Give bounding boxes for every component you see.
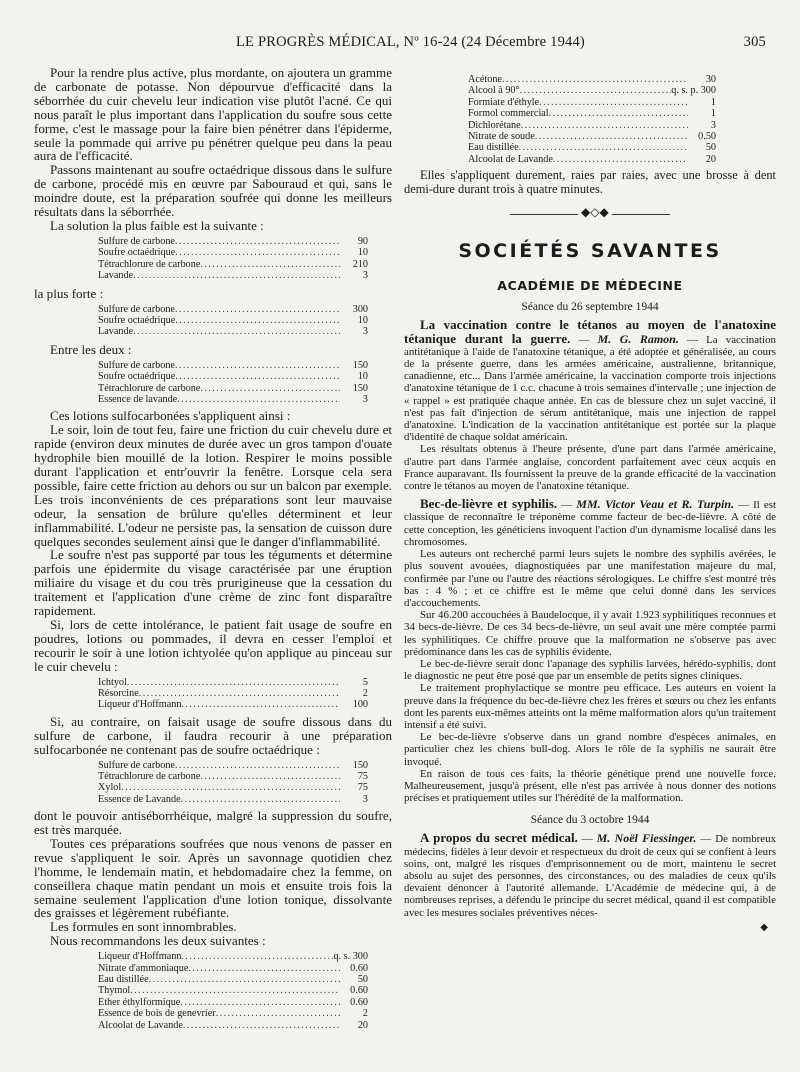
ingredient-amount: 2 [362, 687, 368, 699]
ingredient-name: Sulfure de carbone [98, 759, 175, 771]
ingredient-name: Alcool à 90° [468, 85, 520, 97]
leader-dots [133, 270, 340, 281]
article-author: M. Noël Fiessinger. [596, 831, 697, 846]
ingredient-amount: 3 [362, 326, 368, 338]
ingredient-amount: 50 [357, 974, 368, 985]
formula-row [98, 304, 368, 315]
ingredient-amount: 100 [352, 699, 368, 711]
ingredient-name: Thymol [98, 985, 131, 997]
label-between: Entre les deux : [50, 341, 132, 357]
leader-dots [175, 304, 340, 315]
label-strong: la plus forte : [34, 285, 104, 301]
ingredient-amount: 75 [357, 782, 368, 794]
ingredient-name: Xylol [98, 782, 122, 794]
article-bec-de-lievre: Bec-de-lièvre et syphilis. — MM. Victor Veau et R. Turpin. — Il est classique de reconnaître le tréponème comme facteur de bec-de-lièvre. A côté de cette conception, les généticiens invoquent l'action d'un dynamisme localisé dans les chromosomes. Les auteurs ont recherché parmi leurs sujets le nombre des syphilis avérées, le plus souvent avouées, diagnostiquées par une manifestation majeure du mal, confirmée par l'une ou l'autre des réactions sérologiques. Le chiffre s'est montré très bas : 4 % ; et ce chiffre est le même que celui donné dans les services d'accouchements. Sur 46.200 accouchées à Baudelocque, il y avait 1.923 syphilitiques reconnues et 34 becs-de-lièvre. De ces 34 becs-de-lièvre, un seul avait une mère comptée parmi les syphilitiques. Ce chiffre prouve que la malformation ne s'observe pas avec prédominance dans les cas de syphilis évidente. Le bec-de-lièvre serait donc l'apanage des syphilis larvées, hérédo-syphilis, dont le diagnostic ne peut être posé que par un ensemble de petits signes cliniques. Le traitement prophylactique se montre peu efficace. Les auteurs en voient la preuve dans la fréquence du bec-de-lièvre chez les frères et sœurs ou chez les enfants dont les parents eux-mêmes atteints ont la même malformation alors qu'un traitement intensif a été suivi. Le bec-de-lièvre s'observe dans un grand nombre d'espèces animales, en particulier chez les chiens bull-dog. Alors le rôle de la syphilis ne saurait être invoqué. En raison de tous ces faits, la théorie génétique prend une nouvelle force. Malheureusement, jusqu'à présent, elle n'est pas arrivée à nous donner des notions précises et pratiquement utiles sur l'hérédité de la malformation. [404, 496, 777, 805]
ingredient-amount: 0.60 [350, 985, 368, 997]
paragraph: Le bec-de-lièvre s'observe dans un grand nombre d'espèces animales, en particulier chez les chiens bull-dog. Alors le rôle de la syphilis ne saurait être invoqué. [404, 731, 776, 768]
formula-tonic-2 [468, 74, 716, 165]
leader-dots [181, 951, 333, 962]
leader-dots [183, 1020, 340, 1031]
ingredient-name: Dichlorétane [468, 119, 521, 131]
ingredient-name: Sulfure de carbone [98, 359, 175, 371]
formula-row [98, 760, 368, 771]
leader-dots [175, 247, 340, 258]
formula-between [98, 360, 368, 406]
ingredient-name: Formiate d'éthyle [468, 96, 540, 108]
ingredient-amount: 0.50 [698, 131, 716, 143]
formula-row [98, 782, 368, 793]
left-column [34, 66, 392, 1035]
leader-dots [175, 371, 340, 382]
leader-dots [188, 963, 340, 974]
paragraph: Les formules en sont innombrables. [50, 919, 237, 935]
ingredient-name: Ether éthylformique [98, 996, 181, 1008]
ingredient-name: Nitrate d'ammoniaque [98, 962, 189, 974]
ingredient-amount: 90 [357, 235, 368, 247]
leader-dots [553, 154, 688, 165]
leader-dots [180, 997, 340, 1008]
ingredient-name: Soufre octaédrique [98, 314, 176, 326]
leader-dots [175, 315, 340, 326]
ingredient-amount: 3 [710, 119, 716, 131]
ingredient-name: Ichtyol [98, 676, 127, 688]
leader-dots [200, 259, 340, 270]
ingredient-name: Tétrachlorure de carbone [98, 382, 201, 394]
ingredient-name: Tétrachlorure de carbone [98, 258, 201, 270]
leader-dots [502, 74, 688, 85]
formula-row [98, 688, 368, 699]
formula-tonic-1 [98, 951, 368, 1031]
leader-dots [175, 760, 340, 771]
ingredient-name: Essence de bois de genevrier [98, 1008, 216, 1020]
paragraph: Si, lors de cette intolérance, le patient fait usage de soufre en poudres, lotions ou pommades, il devra en cesser l'emploi et recourir le soir à une lotion ichtyolée qu'on applique au pinceau sur le cuir chevelu : [34, 616, 392, 674]
ingredient-amount: 300 [352, 303, 368, 315]
leader-dots [200, 383, 340, 394]
ingredient-name: Tétrachlorure de carbone [98, 770, 201, 782]
ingredient-amount: 1 [710, 96, 716, 108]
ingredient-name: Alcoolat de Lavande [468, 153, 553, 165]
ingredient-amount: 20 [705, 153, 716, 165]
formula-row [468, 131, 716, 142]
leader-dots [177, 394, 340, 405]
paragraph: Passons maintenant au soufre octaédrique dissous dans le sulfure de carbone, procédé mis en œuvre par Sabouraud et qui, sans le moindre doute, est la préparation soufrée qui donne les meilleurs résultats dans la séborrhée. [34, 162, 392, 220]
article-secret-medical: A propos du secret médical. — M. Noël Fiessinger. — De nombreux médecins, fidèles à leur devoir et respectueux du droit de ceux qui se confient à leurs soins, ont, malgré les risques d'emprisonnement ou de mort, maintenu le secret absolu au sujet des personnes, des circonstances, ou des maladies de ceux qu'ils devaient dénoncer à l'autorité allemande. L'Académie de médecine qui, à de nombreuses reprises, a défendu le principe du secret médical, quand il est compatible avec les mesures sociales préventives néces- [404, 830, 776, 919]
leader-dots [181, 794, 340, 805]
formula-row [98, 360, 368, 371]
ingredient-name: Eau distillée [468, 142, 519, 154]
leader-dots [130, 985, 340, 996]
ingredient-amount: 210 [352, 258, 368, 270]
formula-row [468, 120, 716, 131]
paragraph: Le traitement prophylactique se montre peu efficace. Les auteurs en voient la preuve dans la fréquence du bec-de-lièvre chez les frères et sœurs ou chez les enfants dont les parents eux-mêmes atteints ont la même malformation alors qu'un traitement intensif a été suivi. [404, 682, 776, 731]
leader-dots [520, 85, 672, 96]
ingredient-name: Essence de lavande [98, 393, 178, 405]
formula-row [98, 1020, 368, 1031]
paragraph: Le soir, loin de tout feu, faire une friction du cuir chevelu dure et rapide (environ deux minutes de durée avec un gros tampon d'ouate hydrophile bien mouillé de la lotion. Respirer le moins possible durant l'application et entr'ouvrir la fenêtre. Lorsque cela sera possible, faire cette friction au dehors ou sur un balcon par exemple. Les trois inconvénients de ces préparations sont leur mauvaise odeur, la sensation de brûlure qu'elles déterminent et leur inflammabilité. L'odeur ne persiste pas, la sensation de cuisson dure quelques secondes seulement ainsi que le danger d'inflammabilité. [34, 422, 392, 549]
ingredient-amount: 3 [362, 393, 368, 405]
ingredient-name: Eau distillée [98, 974, 149, 985]
ingredient-name: Acétone [468, 74, 502, 85]
paragraph: Sur 46.200 accouchées à Baudelocque, il y avait 1.923 syphilitiques reconnues et 34 becs-de-lièvre. De ces 34 becs-de-lièvre, un seul avait une mère comptée parmi les syphilitiques. Ce chiffre prouve que la malformation ne s'observe pas avec prédominance dans les cas de syphilis évidente. [404, 609, 776, 658]
formula-row [98, 1008, 368, 1019]
formula-ichtyol [98, 677, 368, 711]
ingredient-amount: 20 [357, 1019, 368, 1031]
article-author: M. G. Ramon. [597, 331, 679, 346]
formula-row [98, 699, 368, 710]
ingredient-name: Liqueur d'Hoffmann [98, 951, 182, 963]
formula-row [98, 259, 368, 270]
ingredient-amount: 50 [705, 142, 716, 154]
formula-sulfocarbonee [98, 760, 368, 806]
formula-row [468, 154, 716, 165]
ingredient-name: Alcoolat de Lavande [98, 1019, 183, 1031]
ingredient-name: Soufre octaédrique [98, 371, 176, 383]
ingredient-amount: 30 [705, 74, 716, 85]
paragraph: Si, au contraire, on faisait usage de soufre dissous dans du sulfure de carbone, il faudra recourir à une préparation sulfocarbonée ne contenant pas de soufre octaédrique : [34, 713, 392, 757]
article-text: — De nombreux médecins, fidèles à leur devoir et respectueux du droit de ceux qui se confient à leurs soins, ont, malgré les risques d'emprisonnement ou de mort, maintenu le secret absolu au sujet des personnes, des circonstances, ou des maladies de ceux qu'ils devaient dénoncer à l'autorité allemande. L'Académie de médecine qui, à de nombreuses reprises, a défendu le principe du secret médical, quand il est compatible avec les mesures sociales préventives néces- [404, 833, 776, 919]
end-ornament-icon: ◆ [760, 921, 768, 933]
paragraph: Elles s'appliquent durement, raies par raies, avec une brosse à dent demi-dure durant trois à quatre minutes. [404, 168, 776, 196]
session-date: Séance du 26 septembre 1944 [521, 301, 659, 314]
ingredient-amount: 10 [357, 247, 368, 259]
leader-dots [175, 236, 340, 247]
ingredient-name: Sulfure de carbone [98, 303, 175, 315]
formula-row [98, 985, 368, 996]
formula-row [98, 394, 368, 405]
ingredient-amount: 3 [362, 793, 368, 805]
formula-row [98, 997, 368, 1008]
article-title: La vaccination contre le tétanos au moyen de l'anatoxine tétanique durant la guerre. [404, 317, 776, 346]
ingredient-name: Sulfure de carbone [98, 235, 175, 247]
section-title: SOCIÉTÉS SAVANTES [458, 240, 722, 263]
leader-dots [127, 677, 340, 688]
paragraph: Les auteurs ont recherché parmi leurs sujets le nombre des syphilis avérées, le plus souvent avouées, diagnostiquées par une manifestation majeure du mal, confirmée par l'une ou l'autre des réactions sérologiques. Le chiffre s'est montré très bas : 4 % ; et ce chiffre est le même que celui donné dans les services d'accouchements. [404, 548, 776, 609]
leader-dots [139, 688, 340, 699]
leader-dots [200, 771, 340, 782]
leader-dots [149, 974, 340, 985]
ingredient-amount: 10 [357, 371, 368, 383]
article-text: — La vaccination antitétanique à l'aide de l'anatoxine tétanique, a été adoptée et généralisée, au cours de la présente guerre, dans les armées américaine, australienne, britannique, canadienne, etc... Dans l'armée américaine, la vaccination comporte trois injections d'anatoxine tétanique de 1 c.c. chacune à trois semaines d'intervalle ; une injection de « rappel » est pratiquée chaque année. En cas de blessure chez un sujet vacciné, il n'est pas fait d'injection de sérum antitétanique, mais une injection de rappel d'anatoxine. L'indication de la vaccination antitétanique est portée sur la plaque d'identité de chaque soldat américain. [404, 333, 776, 444]
ingredient-name: Formol commercial [468, 108, 549, 120]
ingredient-amount: 3 [362, 270, 368, 282]
paragraph: Les résultats obtenus à l'heure présente, d'une part dans l'armée américaine, d'autre part dans l'armée anglaise, concordent parfaitement avec ceux acquis en France auparavant. Ils fournissent la preuve de la grande efficacité de la vaccination contre le tétanos au moyen de l'anatoxine tétanique. [404, 443, 776, 493]
formula-row [98, 371, 368, 382]
journal-title: LE PROGRÈS MÉDICAL, Nº 16-24 (24 Décembre 1944) [236, 34, 585, 50]
formula-row [98, 951, 368, 962]
paragraph: dont le pouvoir antiséborrhéique, malgré la suppression du soufre, est très marquée. [34, 808, 392, 838]
leader-dots [539, 97, 688, 108]
leader-dots [521, 120, 688, 131]
formula-row [98, 771, 368, 782]
paragraph: Le bec-de-lièvre serait donc l'apanage des syphilis larvées, hérédo-syphilis, dont le diagnostic ne peut être posé que par un ensemble de petits signes cliniques. [404, 657, 776, 683]
right-column [404, 66, 776, 933]
article-text: — Il est classique de reconnaître le tréponème comme facteur de bec-de-lièvre. A côté de cette conception, les généticiens invoquent l'action d'un dynamisme localisé dans les chromosomes. [404, 499, 777, 548]
paragraph: Nous recommandons les deux suivantes : [50, 933, 266, 949]
article-tetanos: La vaccination contre le tétanos au moyen de l'anatoxine tétanique durant la guerre. — M. G. Ramon. — La vaccination antitétanique à l'aide de l'anatoxine tétanique, a été adoptée et généralisée, au cours de la présente guerre, dans les armées américaine, australienne, britannique, canadienne, etc... Dans l'armée américaine, la vaccination comporte trois injections d'anatoxine tétanique de 1 c.c. chacune à trois semaines d'intervalle ; une injection de « rappel » est pratiquée chaque année. En cas de blessure chez un sujet vacciné, il n'est pas fait d'injection de sérum antitétanique, mais une injection de rappel d'anatoxine. L'indication de la vaccination antitétanique est portée sur la plaque d'identité de chaque soldat américain. Les résultats obtenus à l'heure présente, d'une part dans l'armée américaine, d'autre part dans l'armée anglaise, concordent parfaitement avec ceux acquis en France auparavant. Ils fournissent la preuve de la grande efficacité de la vaccination contre le tétanos au moyen de l'anatoxine tétanique. [404, 317, 776, 493]
formula-row [98, 326, 368, 337]
ingredient-amount: 0.60 [350, 962, 368, 974]
ingredient-name: Nitrate de soude [468, 131, 535, 143]
formula-row [98, 270, 368, 281]
ingredient-name: Liqueur d'Hoffmann [98, 699, 182, 711]
leader-dots [133, 326, 340, 337]
page-header [36, 34, 772, 56]
leader-dots [549, 108, 688, 119]
ingredient-amount: 10 [357, 314, 368, 326]
leader-dots [519, 142, 688, 153]
article-author: MM. Victor Veau et R. Turpin. [576, 497, 735, 512]
ingredient-amount: 2 [362, 1008, 368, 1020]
formula-row [98, 677, 368, 688]
formula-row [98, 247, 368, 258]
formula-row [468, 74, 716, 85]
academy-heading: ACADÉMIE DE MÉDECINE [497, 278, 683, 294]
formula-row [98, 236, 368, 247]
ingredient-amount: 75 [357, 770, 368, 782]
formula-row [468, 108, 716, 119]
ingredient-amount: 0.60 [350, 996, 368, 1008]
formula-row [468, 142, 716, 153]
leader-dots [121, 782, 340, 793]
formula-row [98, 315, 368, 326]
ingredient-amount: 150 [352, 759, 368, 771]
formula-weak [98, 236, 368, 282]
page-number: 305 [743, 34, 766, 50]
ingredient-name: Essence de Lavande [98, 793, 181, 805]
ornament-divider [510, 205, 670, 220]
leader-dots [175, 360, 340, 371]
paragraph: Pour la rendre plus active, plus mordante, on ajoutera un gramme de carbonate de potasse. Non dépourvue d'efficacité dans la séborrhée du cuir chevelu leur indication vise plutôt l'acné. Ce qui nous paraît le plus important dans l'application du soufre sous cette forme, c'est le massage pour la faire bien pénétrer dans l'épiderme, seule la pommade qui arrive pu pénétrer quelque peu dans la peau aura de l'efficacité. [34, 65, 392, 164]
article-title: Bec-de-lièvre et syphilis. [420, 496, 558, 512]
paragraph: La solution la plus faible est la suivante : [50, 217, 264, 233]
ingredient-amount: 5 [362, 676, 368, 688]
ingredient-amount: 150 [352, 382, 368, 394]
leader-dots [535, 131, 688, 142]
paragraph: Ces lotions sulfocarbonées s'appliquent ainsi : [50, 408, 291, 424]
formula-row [468, 85, 716, 96]
formula-row [98, 974, 368, 985]
ingredient-amount: q. s. 300 [333, 951, 368, 963]
leader-dots [216, 1008, 340, 1019]
paragraph: En raison de tous ces faits, la théorie génétique prend une nouvelle force. Malheureusement, jusqu'à présent, elle n'est pas arrivée à nous donner des notions précises et pratiquement utiles sur l'hérédité de la malformation. [404, 767, 776, 805]
formula-strong [98, 304, 368, 338]
ornament-icon: ◆◇◆ [578, 205, 612, 220]
ingredient-amount: q. s. p. 300 [671, 85, 716, 97]
ingredient-name: Lavande [98, 270, 134, 282]
paragraph: Le soufre n'est pas supporté par tous les téguments et détermine parfois une épidermite du visage caractérisée par une éruption miliaire du visage et du cou très prurigineuse que la cessation du traitement et l'application d'une crème de zinc font disparaître rapidement. [34, 547, 392, 619]
paragraph: Toutes ces préparations soufrées que nous venons de passer en revue s'appliquent le soir. Après un savonnage quotidien chez l'homme, le lendemain matin, et hebdomadaire chez la femme, on conseillera chaque matin pendant un mois et ensuite trois fois la semaine seulement l'application d'une lotion tonique, dissolvante des graisses et légèrement rubéfiante. [34, 835, 392, 921]
formula-row [98, 383, 368, 394]
formula-row [468, 97, 716, 108]
ingredient-amount: 150 [352, 359, 368, 371]
leader-dots [181, 699, 340, 710]
article-title: A propos du secret médical. [420, 830, 578, 846]
formula-row [98, 963, 368, 974]
formula-row [98, 794, 368, 805]
ingredient-amount: 1 [710, 108, 716, 120]
session-date: Séance du 3 octobre 1944 [530, 814, 650, 827]
ingredient-name: Soufre octaédrique [98, 247, 176, 259]
ingredient-name: Résorcine [98, 687, 139, 699]
ingredient-name: Lavande [98, 326, 134, 338]
